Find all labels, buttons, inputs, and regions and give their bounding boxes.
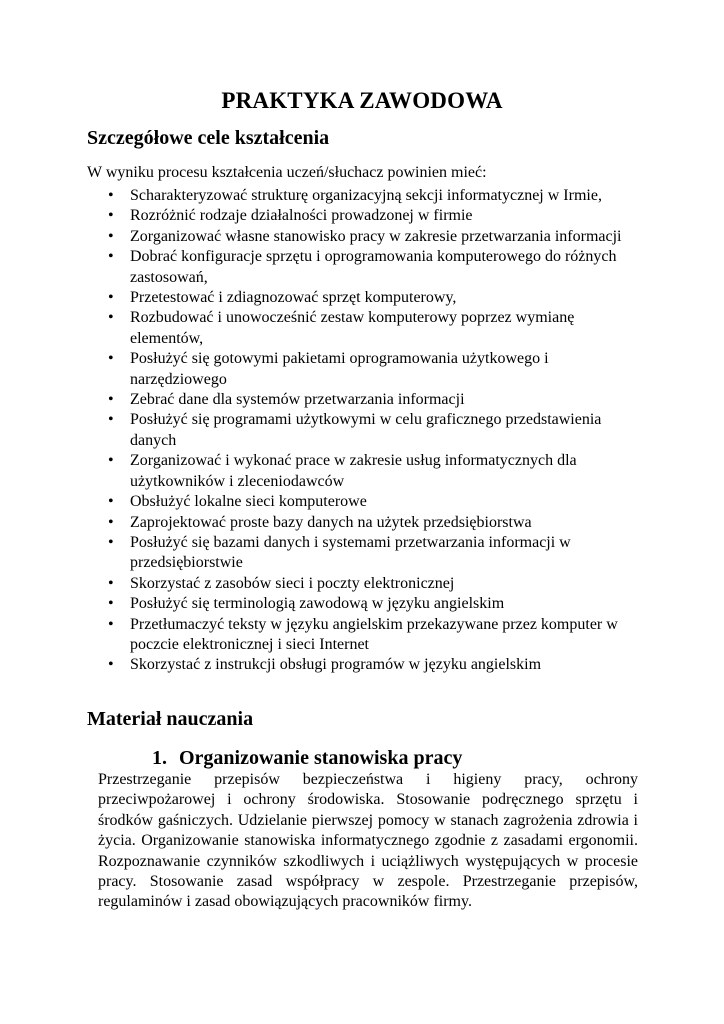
list-item: • Zorganizować własne stanowisko pracy w zakresie przetwarzania informacji — [130, 227, 640, 247]
list-item: • Dobrać konfiguracje sprzętu i oprogramowania komputerowego do różnych zastosowań, — [130, 247, 640, 288]
list-item: • Rozróżnić rodzaje działalności prowadzonej w firmie — [130, 206, 640, 226]
list-item: • Obsłużyć lokalne sieci komputerowe — [130, 492, 640, 512]
goals-intro: W wyniku procesu kształcenia uczeń/słuchacz powinien mieć: — [87, 164, 487, 181]
section-1-number: 1. — [152, 747, 167, 769]
section-1-heading — [152, 745, 462, 771]
list-item: • Przetestować i zdiagnozować sprzęt komputerowy, — [130, 288, 640, 308]
list-item: • Zorganizować i wykonać prace w zakresie usług informatycznych dla użytkowników i zleceniodawców — [130, 451, 640, 492]
document-title: PRAKTYKA ZAWODOWA — [221, 88, 503, 113]
list-item: • Posłużyć się terminologią zawodową w języku angielskim — [130, 594, 640, 614]
material-heading: Materiał nauczania — [87, 708, 254, 730]
list-item: • Skorzystać z instrukcji obsługi programów w języku angielskim — [130, 655, 640, 675]
goals-list — [130, 186, 640, 676]
list-item: • Zebrać dane dla systemów przetwarzania informacji — [130, 390, 640, 410]
list-item: • Scharakteryzować strukturę organizacyjną sekcji informatycznej w Irmie, — [130, 186, 640, 206]
list-item: • Posłużyć się programami użytkowymi w celu graficznego przedstawienia danych — [130, 410, 640, 451]
list-item: • Posłużyć się bazami danych i systemami przetwarzania informacji w przedsiębiorstwie — [130, 533, 640, 574]
list-item: • Zaprojektować proste bazy danych na użytek przedsiębiorstwa — [130, 513, 640, 533]
section-1-body: Przestrzeganie przepisów bezpieczeństwa i higieny pracy, ochrony przeciwpożarowej i ochrony środowiska. Stosowanie podręcznego sprzętu i środków gaśniczych. Udzielanie pierwszej pomocy w stanach zagrożenia zdrowia i życia. Organizowanie stanowiska informatycznego zgodnie z zasadami ergonomii. Rozpoznawanie czynników szkodliwych i uciążliwych występujących w procesie pracy. Stosowanie zasad współpracy w zespole. Przestrzeganie przepisów, regulaminów i zasad obowiązujących pracowników firmy. — [98, 771, 638, 911]
list-item: • Przetłumaczyć teksty w języku angielskim przekazywane przez komputer w poczcie elektronicznej i sieci Internet — [130, 615, 640, 656]
list-item: • Rozbudować i unowocześnić zestaw komputerowy poprzez wymianę elementów, — [130, 308, 640, 349]
list-item: • Skorzystać z zasobów sieci i poczty elektronicznej — [130, 574, 640, 594]
goals-heading: Szczegółowe cele kształcenia — [87, 127, 330, 149]
section-1-title: Organizowanie stanowiska pracy — [179, 747, 463, 769]
list-item: • Posłużyć się gotowymi pakietami oprogramowania użytkowego i narzędziowego — [130, 349, 640, 390]
